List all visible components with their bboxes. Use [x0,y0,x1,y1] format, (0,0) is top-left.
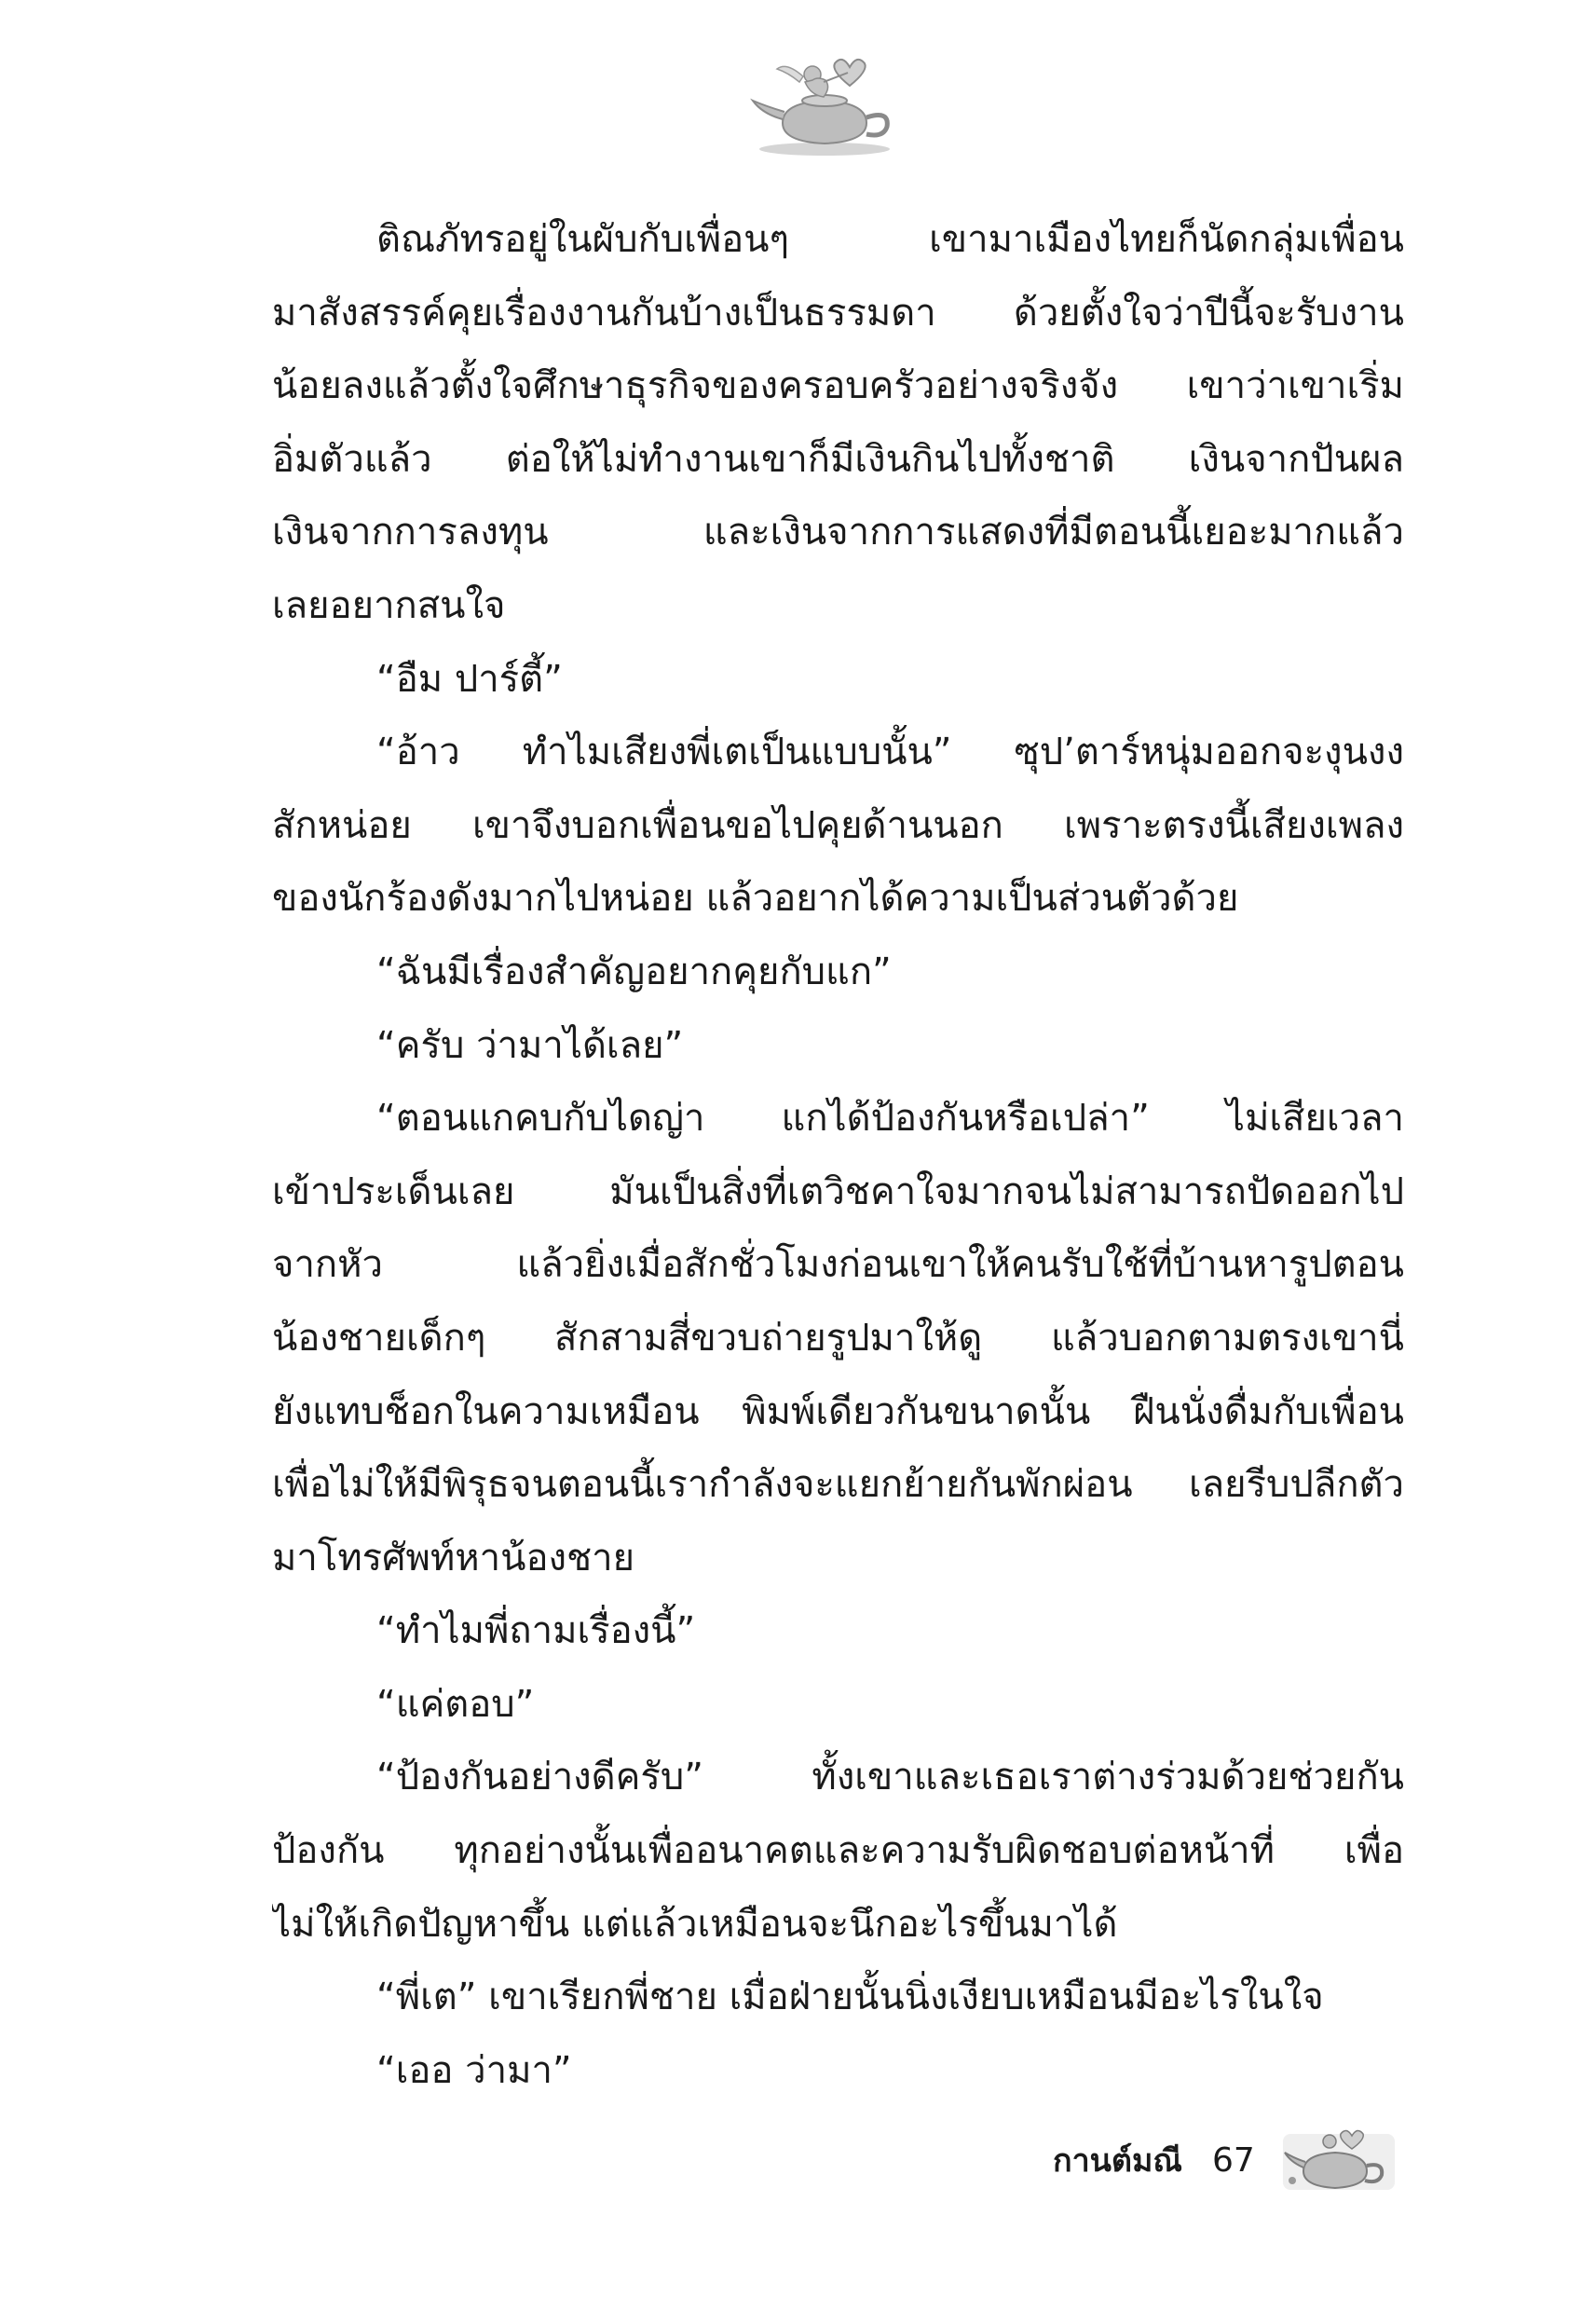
text-line: “ป้องกันอย่างดีครับ” ทั้งเขาและเธอเราต่างร่วมด้วยช่วยกัน [376,1756,1404,1799]
text-line: เลยอยากสนใจ [272,583,506,627]
book-title: กานต์มณี [1053,2142,1182,2180]
text-line: ติณภัทรอยู่ในผับกับเพื่อนๆ เขามาเมืองไทยก็นัดกลุ่มเพื่อน [376,218,1404,261]
text-line: “ทำไมพี่ถามเรื่องนี้” [376,1609,696,1653]
text-line: “ฉันมีเรื่องสำคัญอยากคุยกับแก” [376,950,892,993]
text-line: “ครับ ว่ามาได้เลย” [376,1023,684,1067]
text-line: น้อยลงแล้วตั้งใจศึกษาธุรกิจของครอบครัวอย่างจริงจัง เขาว่าเขาเริ่ม [272,364,1404,408]
text-line: มาโทรศัพท์หาน้องชาย [272,1536,635,1579]
text-line: ไม่ให้เกิดปัญหาขึ้น แต่แล้วเหมือนจะนึกอะไรขึ้นมาได้ [272,1902,1118,1946]
page-number: 67 [1211,2140,1255,2180]
text-line: “พี่เต” เขาเรียกพี่ชาย เมื่อฝ่ายนั้นนิ่งเงียบเหมือนมีอะไรในใจ [376,1976,1324,2019]
text-line: “อืม ปาร์ตี้” [376,657,563,701]
text-line: ยังแทบช็อกในความเหมือน พิมพ์เดียวกันขนาดนั้น ฝืนนั่งดื่มกับเพื่อน [272,1389,1404,1433]
text-line: น้องชายเด็กๆ สักสามสี่ขวบถ่ายรูปมาให้ดู แล้วบอกตามตรงเขานี่ [272,1316,1404,1360]
text-line: “เออ ว่ามา” [376,2048,572,2092]
text-line: เงินจากการลงทุน และเงินจากการแสดงที่มีตอนนี้เยอะมากแล้ว [272,511,1404,554]
page-footer [1053,2132,1395,2188]
text-line: “แค่ตอบ” [376,1682,535,1726]
text-line: ของนักร้องดังมากไปหน่อย แล้วอยากได้ความเป็นส่วนตัวด้วย [272,877,1239,921]
teapot-cupid-corner-icon [1283,2125,1395,2195]
text-line: “อ้าว ทำไมเสียงพี่เตเป็นแบบนั้น” ซุป’ตาร์หนุ่มออกจะงุนงง [376,731,1404,774]
text-line: จากหัว แล้วยิ่งเมื่อสักชั่วโมงก่อนเขาให้คนรับใช้ที่บ้านหารูปตอน [272,1243,1404,1287]
text-line: สักหน่อย เขาจึงบอกเพื่อนขอไปคุยด้านนอก เพราะตรงนี้เสียงเพลง [272,803,1404,847]
text-line: เพื่อไม่ให้มีพิรุธจนตอนนี้เรากำลังจะแยกย้ายกันพักผ่อน เลยรีบปลีกตัว [272,1463,1404,1507]
text-line: อิ่มตัวแล้ว ต่อให้ไม่ทำงานเขาก็มีเงินกินไปทั้งชาติ เงินจากปันผล [272,437,1404,481]
teapot-cupid-ornament-icon [745,48,904,160]
text-line: เข้าประเด็นเลย มันเป็นสิ่งที่เตวิชคาใจมากจนไม่สามารถปัดออกไป [272,1169,1404,1213]
body-text [272,203,1404,2107]
text-line: ป้องกัน ทุกอย่างนั้นเพื่ออนาคตและความรับผิดชอบต่อหน้าที่ เพื่อ [272,1829,1404,1873]
text-line: มาสังสรรค์คุยเรื่องงานกันบ้างเป็นธรรมดา ด้วยตั้งใจว่าปีนี้จะรับงาน [272,291,1404,335]
text-line: “ตอนแกคบกับไดญ่า แกได้ป้องกันหรือเปล่า” ไม่เสียเวลา [376,1097,1404,1141]
